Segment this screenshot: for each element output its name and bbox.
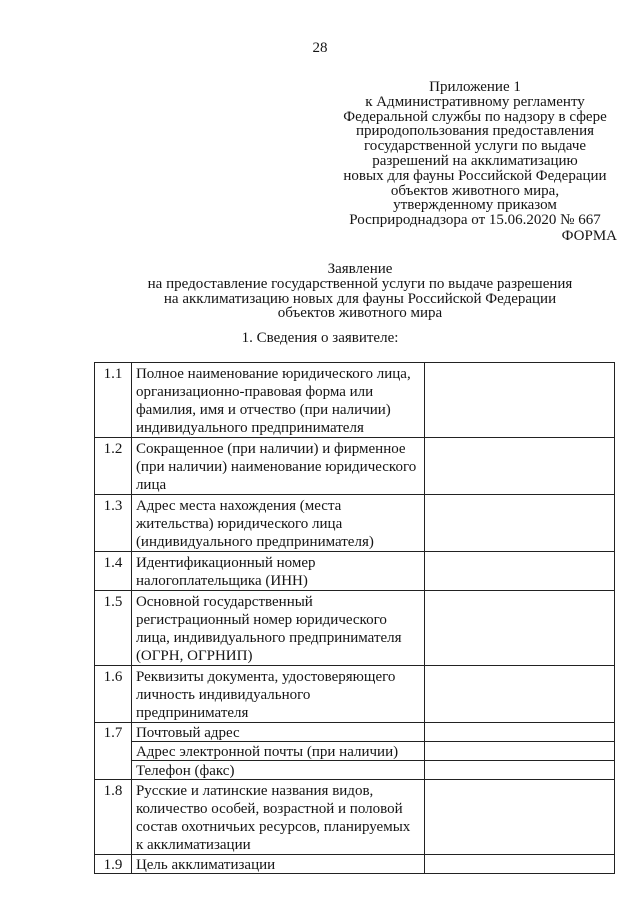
row-label: Адрес места нахождения (места жительства) юридического лица (индивидуального предпринимателя) xyxy=(131,495,424,552)
appendix-line: к Административному регламенту xyxy=(365,93,585,110)
appendix-line: разрешений на акклиматизацию xyxy=(372,152,578,169)
row-number: 1.2 xyxy=(95,438,132,495)
row-number: 1.8 xyxy=(95,780,132,855)
table-row xyxy=(95,495,615,552)
row-label: Основной государственный регистрационный номер юридического лица, индивидуального предпринимателя (ОГРН, ОГРНИП) xyxy=(131,591,424,666)
row-value-cell[interactable] xyxy=(424,363,614,438)
row-value-cell[interactable] xyxy=(424,552,614,591)
table-row xyxy=(95,780,615,855)
row-value-cell[interactable] xyxy=(424,591,614,666)
row-value-cell[interactable] xyxy=(424,495,614,552)
table-row xyxy=(95,723,615,742)
page-number: 28 xyxy=(312,40,328,56)
table-row xyxy=(95,552,615,591)
section-title: 1. Сведения о заявителе: xyxy=(241,330,399,346)
row-label: Реквизиты документа, удостоверяющего личность индивидуального предпринимателя xyxy=(131,666,424,723)
row-number: 1.4 xyxy=(95,552,132,591)
row-value-cell[interactable] xyxy=(424,666,614,723)
appendix-line: Приложение 1 xyxy=(429,79,521,95)
title-line: на предоставление государственной услуги по выдаче разрешения xyxy=(147,275,573,292)
document-title xyxy=(120,262,600,321)
row-label: Цель акклиматизации xyxy=(131,855,424,874)
appendix-line: утвержденному приказом xyxy=(393,197,557,214)
appendix-line: новых для фауны Российской Федерации xyxy=(343,167,607,184)
row-label: Полное наименование юридического лица, организационно-правовая форма или фамилия, имя и отчество (при наличии) индивидуального предпринимателя xyxy=(131,363,424,438)
title-line: на акклиматизацию новых для фауны Российской Федерации xyxy=(163,290,557,307)
row-label: Сокращенное (при наличии) и фирменное (при наличии) наименование юридического лица xyxy=(131,438,424,495)
table-row xyxy=(95,591,615,666)
row-value-cell[interactable] xyxy=(424,742,614,761)
appendix-header xyxy=(330,80,620,228)
row-label: Телефон (факс) xyxy=(131,761,424,780)
table-row xyxy=(95,761,615,780)
applicant-info-table xyxy=(94,362,615,874)
appendix-line: природопользования предоставления xyxy=(355,123,595,140)
row-label: Почтовый адрес xyxy=(131,723,424,742)
row-label: Идентификационный номер налогоплательщика (ИНН) xyxy=(131,552,424,591)
row-value-cell[interactable] xyxy=(424,438,614,495)
table-row xyxy=(95,666,615,723)
row-number: 1.7 xyxy=(95,723,132,780)
row-number: 1.3 xyxy=(95,495,132,552)
row-value-cell[interactable] xyxy=(424,723,614,742)
table-row xyxy=(95,363,615,438)
row-label: Адрес электронной почты (при наличии) xyxy=(131,742,424,761)
row-value-cell[interactable] xyxy=(424,855,614,874)
table-row xyxy=(95,855,615,874)
title-line: объектов животного мира xyxy=(277,305,443,322)
appendix-line: Федеральной службы по надзору в сфере xyxy=(343,108,607,125)
row-number: 1.5 xyxy=(95,591,132,666)
table-row xyxy=(95,742,615,761)
row-value-cell[interactable] xyxy=(424,761,614,780)
form-label: ФОРМА xyxy=(561,228,617,244)
table-row xyxy=(95,438,615,495)
row-number: 1.9 xyxy=(95,855,132,874)
title-line: Заявление xyxy=(327,261,393,277)
appendix-line: объектов животного мира, xyxy=(390,182,560,199)
row-number: 1.1 xyxy=(95,363,132,438)
appendix-line: государственной услуги по выдаче xyxy=(363,138,587,155)
row-number: 1.6 xyxy=(95,666,132,723)
row-label: Русские и латинские названия видов, количество особей, возрастной и половой состав охотничьих ресурсов, планируемых к акклиматизации xyxy=(131,780,424,855)
row-value-cell[interactable] xyxy=(424,780,614,855)
appendix-line: Росприроднадзора от 15.06.2020 № 667 xyxy=(349,212,601,229)
